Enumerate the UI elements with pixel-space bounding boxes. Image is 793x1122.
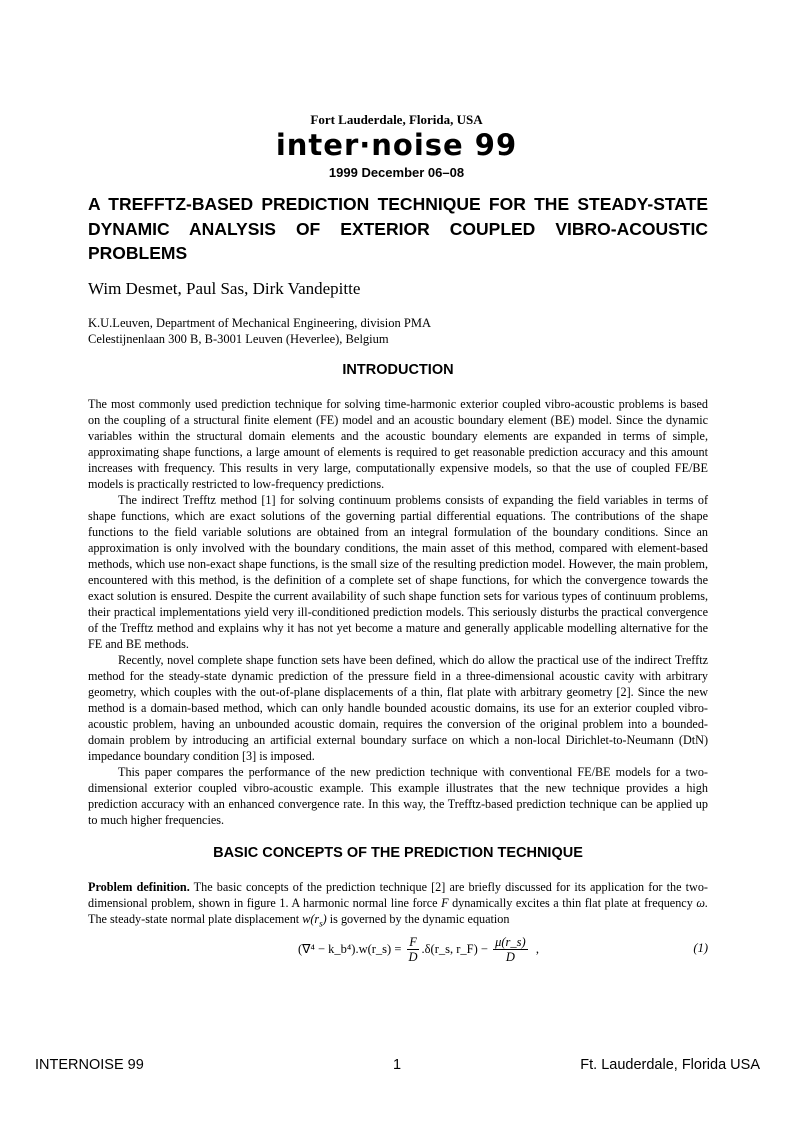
footer-right: Ft. Lauderdale, Florida USA	[580, 1057, 760, 1073]
footer-left: INTERNOISE 99	[35, 1057, 144, 1073]
paragraph: Recently, novel complete shape function sets have been defined, which do allow the practical use of the indirect Trefftz method for the steady-state dynamic prediction of the pressure field in a three-dimensional acoustic cavity with arbitrary geometry, which couples with the out-of-plane displacements of a thin, flat plate with arbitrary geometry [2]. Since the new method is a domain-based method, which can only handle bounded acoustic domains, its use for an exterior coupled vibro-acoustic problem, having an unbounded acoustic domain, requires the conversion of the original problem into a bounded-domain problem by introducing an artificial external boundary surface on which a non-local Dirichlet-to-Neumann (DtN) impedance boundary condition [3] is imposed.	[88, 653, 708, 763]
affiliation-line-2: Celestijnenlaan 300 B, B-3001 Leuven (Heverlee), Belgium	[88, 332, 389, 346]
runin-heading: Problem definition.	[88, 880, 190, 894]
equation-1	[88, 932, 708, 966]
equation-number: (1)	[693, 941, 708, 955]
paper-title: A TREFFTZ-BASED PREDICTION TECHNIQUE FOR THE STEADY-STATE DYNAMIC ANALYSIS OF EXTERIOR COUPLED VIBRO-ACOUSTIC PROBLEMS	[88, 194, 708, 263]
equation-delta-term: .δ(r_s, r_F) −	[421, 941, 488, 956]
problem-definition-body	[88, 879, 708, 931]
conference-logo: inter·noise 99	[275, 128, 518, 162]
fraction-force: $\frac{F}{D}$	[408, 934, 418, 964]
conference-dates: 1999 December 06–08	[328, 165, 465, 180]
page-number: 1	[393, 1057, 402, 1073]
introduction-body	[88, 396, 708, 828]
section-heading-basic-concepts: BASIC CONCEPTS OF THE PREDICTION TECHNIQUE	[213, 845, 583, 861]
author-list: Wim Desmet, Paul Sas, Dirk Vandepitte	[88, 279, 361, 298]
equation-body: (∇⁴ − k_b⁴).w(r_s) = $\frac{F}{D}$ .δ(r_s, r_F) − $\frac{\mu(r\_s)}{D}$ ,	[298, 934, 540, 964]
section-heading-introduction: INTRODUCTION	[342, 362, 454, 378]
affiliation-line-1: K.U.Leuven, Department of Mechanical Engineering, division PMA	[88, 316, 431, 330]
paragraph: The indirect Trefftz method [1] for solving continuum problems consists of expanding the field variables in terms of shape functions, which are exact solutions of the governing partial differential equations. The contributions of the shape functions to the field variable solutions are obtained from an integral formulation of the boundary conditions. Since an approximation is only involved with the boundary conditions, the main asset of this method, compared with element-based methods, which use non-exact shape functions, is the small size of the resulting prediction model. However, the main problem, encountered with this method, is the definition of a complete set of shape functions, for which the convergence towards the exact solution is ensured. Despite the current availability of such shape function sets for various types of continuum problems, their practical implementations yield very ill-conditioned prediction models. This seriously disturbs the practical convergence of the Trefftz method and explains why it has not yet become a mature and generally applicable modelling alternative for the FE and BE methods.	[88, 493, 708, 651]
paragraph: The most commonly used prediction technique for solving time-harmonic exterior coupled vibro-acoustic problems is based on the coupling of a structural finite element (FE) model and an acoustic boundary element (BE) model. Since the dynamic variables within the structural domain elements and the acoustic boundary elements are expanded in terms of simple, approximating shape functions, a large amount of elements is required to get reasonable prediction accuracy and this amount increases with frequency. This results in very large, computationally expensive models, so that the use of coupled FE/BE models is practically restricted to low-frequency predictions.	[88, 397, 708, 491]
paragraph: This paper compares the performance of the new prediction technique with conventional FE/BE models for a two-dimensional exterior coupled vibro-acoustic example. This example illustrates that the new technique provides a high prediction accuracy with an enhanced convergence rate. In this way, the Trefftz-based prediction technique can be applied up to much higher frequencies.	[88, 765, 708, 827]
affiliation	[88, 315, 431, 347]
paragraph: Problem definition. The basic concepts of the prediction technique [2] are briefly discussed for its application for the two-dimensional problem, shown in figure 1. A harmonic normal line force F dynamically excites a thin flat plate at frequency ω. The steady-state normal plate displacement $w(r_s)$ is governed by the dynamic equation	[88, 880, 708, 929]
conference-location: Fort Lauderdale, Florida, USA	[310, 112, 483, 127]
fraction-pressure: $\frac{\mu(r\_s)}{D}$	[495, 934, 526, 964]
equation-lhs: (∇⁴ − k_b⁴).w(r_s) =	[298, 942, 402, 956]
